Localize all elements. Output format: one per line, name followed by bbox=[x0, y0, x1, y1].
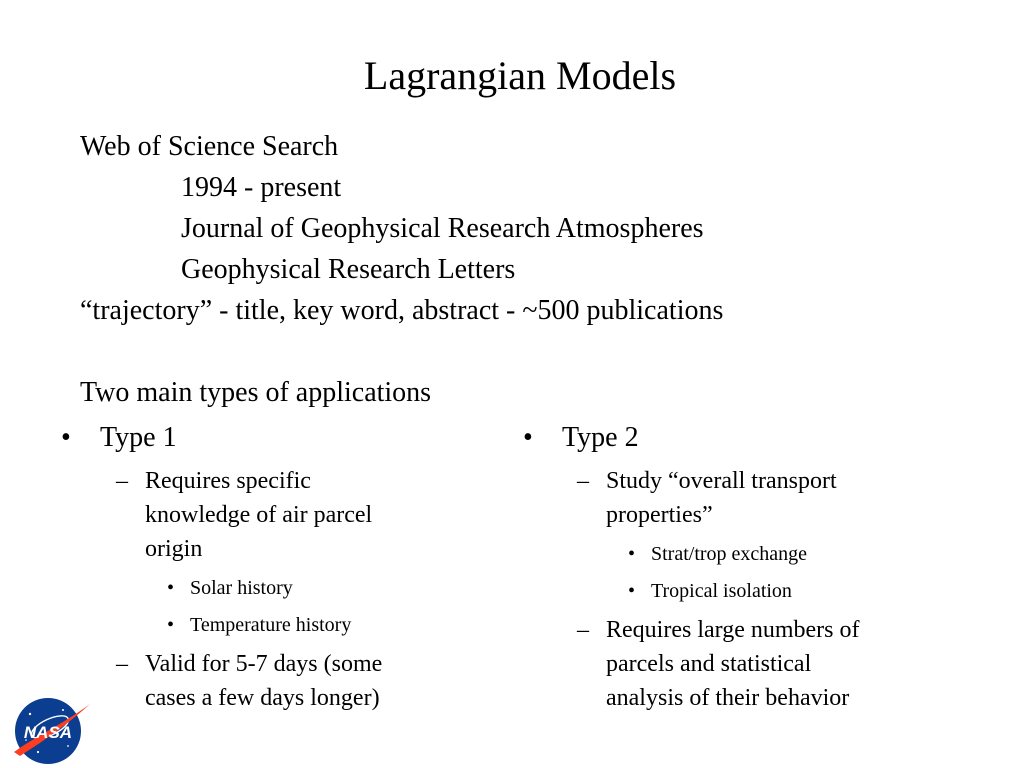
intro-search-terms: “trajectory” - title, key word, abstract - ~500 publications bbox=[80, 295, 724, 326]
type-2-sub2-line2: parcels and statistical bbox=[606, 651, 812, 677]
type-1-item-solar: Solar history bbox=[190, 577, 293, 599]
nasa-logo-text: NASA bbox=[23, 723, 73, 742]
type-1-item-temperature: Temperature history bbox=[190, 614, 352, 636]
type-2-sub2-line3: analysis of their behavior bbox=[606, 685, 850, 711]
type-2-heading: Type 2 bbox=[562, 422, 639, 453]
type-2-sub2-line1: Requires large numbers of bbox=[606, 617, 860, 643]
type-1-sub1-line1: Requires specific bbox=[145, 468, 311, 494]
type-2-item-tropical: Tropical isolation bbox=[651, 580, 792, 602]
dash-icon: – bbox=[577, 617, 589, 643]
type-1-sub1-line3: origin bbox=[145, 536, 203, 562]
type-1-sub2-line2: cases a few days longer) bbox=[145, 685, 380, 711]
type-2-item-strat-trop: Strat/trop exchange bbox=[651, 543, 808, 565]
type-1-sub2-line1: Valid for 5-7 days (some bbox=[145, 651, 383, 677]
type-2-sub1-line1: Study “overall transport bbox=[606, 468, 837, 494]
bullet-icon: • bbox=[523, 422, 533, 453]
dash-icon: – bbox=[116, 651, 128, 677]
type-2-sub1-line2: properties” bbox=[606, 502, 713, 528]
type-1-heading: Type 1 bbox=[100, 422, 177, 453]
bullet-icon: • bbox=[167, 614, 175, 636]
dash-icon: – bbox=[116, 468, 128, 494]
intro-search-line: Web of Science Search bbox=[80, 131, 339, 162]
slide-title: Lagrangian Models bbox=[363, 53, 677, 98]
bullet-icon: • bbox=[167, 577, 175, 599]
bullet-icon: • bbox=[61, 422, 71, 453]
nasa-meatball-logo-icon bbox=[8, 694, 94, 766]
applications-heading: Two main types of applications bbox=[80, 377, 432, 408]
bullet-icon: • bbox=[628, 543, 636, 565]
nasa-logo bbox=[8, 694, 94, 766]
bullet-icon: • bbox=[628, 580, 636, 602]
type-1-sub1-line2: knowledge of air parcel bbox=[145, 502, 373, 528]
dash-icon: – bbox=[577, 468, 589, 494]
intro-date-range: 1994 - present bbox=[181, 172, 342, 203]
intro-journal-1: Journal of Geophysical Research Atmospheres bbox=[181, 213, 704, 244]
intro-journal-2: Geophysical Research Letters bbox=[181, 254, 516, 285]
